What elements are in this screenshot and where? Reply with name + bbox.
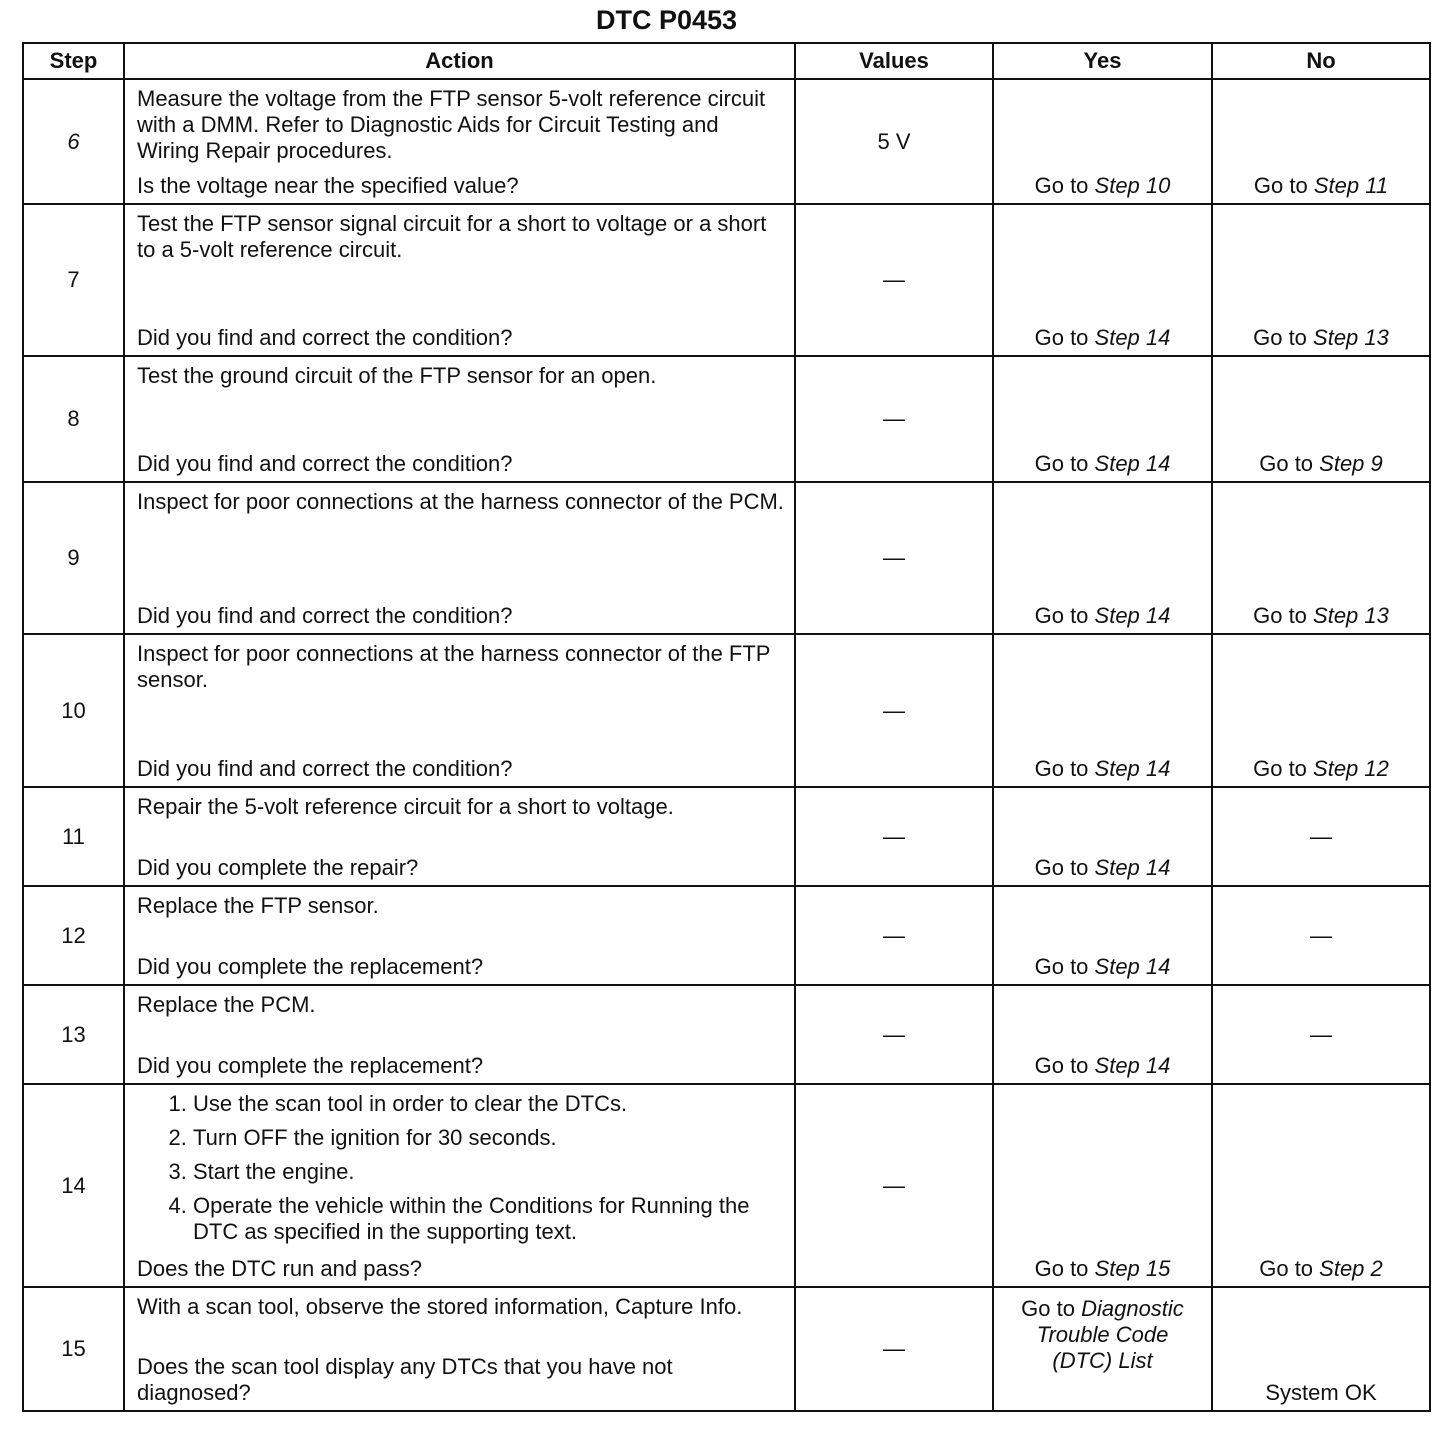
no-step-link[interactable]: Step 11 xyxy=(1313,173,1389,198)
table-row xyxy=(23,79,1430,204)
yes-go-to-text: Go to xyxy=(1034,325,1095,350)
yes-step-link[interactable]: Step 10 xyxy=(1094,173,1171,198)
action-content xyxy=(125,1085,794,1286)
yes-step-link[interactable]: Step 14 xyxy=(1094,954,1171,979)
no-cell xyxy=(1212,886,1430,985)
question-text: Did you find and correct the condition? xyxy=(137,325,513,350)
step-number: 10 xyxy=(23,634,124,787)
action-content xyxy=(125,887,794,984)
instruction-list-item: 2. Turn OFF the ignition for 30 seconds. xyxy=(193,1125,784,1151)
no-outcome-wrap xyxy=(1213,80,1429,203)
no-step-link[interactable]: Step 2 xyxy=(1319,1256,1383,1281)
no-outcome: — xyxy=(1310,1021,1332,1047)
no-cell xyxy=(1212,204,1430,356)
yes-outcome-wrap xyxy=(994,1288,1211,1410)
action-content xyxy=(125,205,794,355)
table-row xyxy=(23,356,1430,482)
yes-outcome[interactable] xyxy=(994,756,1211,782)
instruction-text: Test the ground circuit of the FTP sensor for an open. xyxy=(137,363,657,388)
instruction-text: Replace the PCM. xyxy=(137,992,316,1017)
no-outcome-wrap xyxy=(1213,357,1429,481)
yes-cell xyxy=(993,886,1212,985)
no-outcome[interactable] xyxy=(1213,451,1429,477)
no-step-link[interactable]: Step 13 xyxy=(1313,325,1389,350)
yes-cell xyxy=(993,1287,1212,1411)
value-cell: — xyxy=(795,985,993,1084)
instruction-text: Repair the 5-volt reference circuit for a short to voltage. xyxy=(137,794,674,819)
value-cell: — xyxy=(795,1084,993,1287)
instruction-list-item: 1. Use the scan tool in order to clear the DTCs. xyxy=(193,1091,784,1117)
table-row xyxy=(23,1287,1430,1411)
no-outcome-wrap xyxy=(1213,635,1429,786)
yes-step-link[interactable]: Step 15 xyxy=(1094,1256,1171,1281)
value-cell: — xyxy=(795,204,993,356)
no-cell xyxy=(1212,985,1430,1084)
no-outcome-wrap xyxy=(1213,205,1429,355)
action-cell xyxy=(124,886,795,985)
yes-outcome-wrap xyxy=(994,80,1211,203)
header-values: Values xyxy=(795,43,993,79)
yes-go-to-text: Go to xyxy=(1034,451,1095,476)
yes-outcome-wrap xyxy=(994,887,1211,984)
yes-step-link[interactable]: Step 14 xyxy=(1094,756,1171,781)
yes-outcome[interactable] xyxy=(994,451,1211,477)
yes-cell xyxy=(993,204,1212,356)
no-go-to-text: Go to xyxy=(1259,451,1320,476)
yes-outcome-wrap xyxy=(994,205,1211,355)
action-content xyxy=(125,483,794,633)
action-content xyxy=(125,357,794,481)
instruction-list-item: 3. Start the engine. xyxy=(193,1159,784,1185)
question-text: Did you complete the replacement? xyxy=(137,1053,484,1078)
no-go-to-text: Go to xyxy=(1253,325,1314,350)
no-outcome: — xyxy=(1310,823,1332,849)
yes-step-link[interactable]: Step 14 xyxy=(1094,855,1171,880)
table-header-row xyxy=(23,43,1430,79)
no-step-link[interactable]: Step 13 xyxy=(1313,603,1389,628)
yes-cell xyxy=(993,634,1212,787)
no-go-to-text: Go to xyxy=(1253,756,1314,781)
no-outcome[interactable] xyxy=(1213,756,1429,782)
action-cell xyxy=(124,204,795,356)
no-outcome[interactable] xyxy=(1213,603,1429,629)
no-step-link[interactable]: Step 12 xyxy=(1313,756,1389,781)
yes-cell xyxy=(993,356,1212,482)
yes-outcome[interactable] xyxy=(994,173,1211,199)
action-content xyxy=(125,1288,794,1410)
no-cell xyxy=(1212,634,1430,787)
yes-step-link[interactable]: Step 14 xyxy=(1094,603,1171,628)
yes-outcome-wrap xyxy=(994,986,1211,1083)
yes-cell xyxy=(993,985,1212,1084)
action-content xyxy=(125,80,794,203)
no-cell xyxy=(1212,356,1430,482)
question-text: Is the voltage near the specified value? xyxy=(137,173,519,198)
no-outcome-wrap xyxy=(1213,483,1429,633)
instruction-text: Measure the voltage from the FTP sensor 5-volt reference circuit with a DMM. Refer to Diagnostic Aids for Circuit Testing and Wiring Repair procedures. xyxy=(137,86,766,163)
yes-outcome[interactable] xyxy=(994,325,1211,351)
header-no: No xyxy=(1212,43,1430,79)
instruction-list-item: 4. Operate the vehicle within the Conditions for Running the DTC as specified in the supporting text. xyxy=(193,1193,784,1245)
table-row xyxy=(23,787,1430,886)
yes-cell xyxy=(993,482,1212,634)
header-step: Step xyxy=(23,43,124,79)
value-cell: 5 V xyxy=(795,79,993,204)
table-row xyxy=(23,985,1430,1084)
yes-go-to-text: Go to xyxy=(1034,603,1095,628)
value-cell: — xyxy=(795,886,993,985)
step-number: 12 xyxy=(23,886,124,985)
no-outcome: — xyxy=(1310,922,1332,948)
question-text: Did you complete the replacement? xyxy=(137,954,484,979)
action-content xyxy=(125,788,794,885)
action-cell xyxy=(124,634,795,787)
question-text: Does the scan tool display any DTCs that you have not diagnosed? xyxy=(137,1354,673,1405)
yes-outcome[interactable] xyxy=(994,603,1211,629)
question-text: Did you find and correct the condition? xyxy=(137,451,513,476)
question-text: Does the DTC run and pass? xyxy=(137,1256,422,1281)
step-number: 7 xyxy=(23,204,124,356)
value-cell: — xyxy=(795,356,993,482)
action-cell xyxy=(124,1287,795,1411)
action-cell xyxy=(124,1084,795,1287)
step-number: 8 xyxy=(23,356,124,482)
table-row xyxy=(23,482,1430,634)
yes-go-to-text: Go to xyxy=(1034,756,1095,781)
no-outcome-wrap xyxy=(1213,1288,1429,1410)
yes-outcome-wrap xyxy=(994,1085,1211,1286)
action-content xyxy=(125,635,794,786)
step-number: 13 xyxy=(23,985,124,1084)
yes-cell xyxy=(993,1084,1212,1287)
yes-outcome[interactable] xyxy=(994,954,1211,980)
no-outcome[interactable] xyxy=(1213,325,1429,351)
no-outcome[interactable] xyxy=(1213,1256,1429,1282)
no-step-link[interactable]: Step 9 xyxy=(1319,451,1383,476)
header-action: Action xyxy=(124,43,795,79)
no-cell xyxy=(1212,1084,1430,1287)
step-number: 14 xyxy=(23,1084,124,1287)
question-text: Did you complete the repair? xyxy=(137,855,419,880)
value-cell: — xyxy=(795,1287,993,1411)
yes-go-to-text: Go to xyxy=(1021,1296,1082,1321)
yes-outcome[interactable] xyxy=(994,855,1211,881)
value-cell: — xyxy=(795,634,993,787)
instruction-text: Test the FTP sensor signal circuit for a short to voltage or a short to a 5-volt reference circuit. xyxy=(137,211,767,262)
no-go-to-text: Go to xyxy=(1259,1256,1320,1281)
yes-go-to-text: Go to xyxy=(1034,1053,1095,1078)
step-number: 6 xyxy=(23,79,124,204)
table-row xyxy=(23,1084,1430,1287)
table-row xyxy=(23,634,1430,787)
no-outcome[interactable] xyxy=(1213,173,1429,199)
yes-step-link[interactable]: Step 14 xyxy=(1094,451,1171,476)
yes-outcome[interactable] xyxy=(994,1296,1211,1374)
yes-cell xyxy=(993,787,1212,886)
document-title: DTC P0453 xyxy=(595,5,738,35)
instruction-text: With a scan tool, observe the stored information, Capture Info. xyxy=(137,1294,743,1319)
no-go-to-text: Go to xyxy=(1253,173,1314,198)
no-cell xyxy=(1212,787,1430,886)
question-text: Did you find and correct the condition? xyxy=(137,756,513,781)
no-outcome[interactable]: System OK xyxy=(1265,1380,1377,1405)
no-cell xyxy=(1212,482,1430,634)
value-cell: — xyxy=(795,787,993,886)
no-cell xyxy=(1212,1287,1430,1411)
instruction-text: Inspect for poor connections at the harness connector of the FTP sensor. xyxy=(137,641,771,692)
action-cell xyxy=(124,787,795,886)
header-yes: Yes xyxy=(993,43,1212,79)
diagnostic-table xyxy=(22,42,1431,1412)
question-text: Did you find and correct the condition? xyxy=(137,603,513,628)
yes-outcome-wrap xyxy=(994,788,1211,885)
table-row xyxy=(23,886,1430,985)
instruction-text: Replace the FTP sensor. xyxy=(137,893,379,918)
action-cell xyxy=(124,985,795,1084)
yes-outcome[interactable] xyxy=(994,1256,1211,1282)
yes-cell xyxy=(993,79,1212,204)
yes-step-link[interactable]: Step 14 xyxy=(1094,1053,1171,1078)
step-number: 11 xyxy=(23,787,124,886)
yes-outcome-wrap xyxy=(994,635,1211,786)
action-cell xyxy=(124,79,795,204)
yes-go-to-text: Go to xyxy=(1034,173,1095,198)
step-number: 15 xyxy=(23,1287,124,1411)
yes-go-to-text: Go to xyxy=(1034,855,1095,880)
yes-outcome[interactable] xyxy=(994,1053,1211,1079)
no-go-to-text: Go to xyxy=(1253,603,1314,628)
yes-go-to-text: Go to xyxy=(1034,1256,1095,1281)
no-cell xyxy=(1212,79,1430,204)
yes-outcome-wrap xyxy=(994,483,1211,633)
yes-go-to-text: Go to xyxy=(1034,954,1095,979)
instruction-list xyxy=(137,1091,784,1245)
action-cell xyxy=(124,356,795,482)
instruction-text: Inspect for poor connections at the harness connector of the PCM. xyxy=(137,489,784,514)
action-cell xyxy=(124,482,795,634)
step-number: 9 xyxy=(23,482,124,634)
yes-step-link[interactable]: Step 14 xyxy=(1094,325,1171,350)
action-content xyxy=(125,986,794,1083)
no-outcome-wrap xyxy=(1213,1085,1429,1286)
value-cell: — xyxy=(795,482,993,634)
table-row xyxy=(23,204,1430,356)
yes-outcome-wrap xyxy=(994,357,1211,481)
yes-step-link[interactable]: Diagnostic Trouble Code (DTC) List xyxy=(1036,1296,1184,1373)
